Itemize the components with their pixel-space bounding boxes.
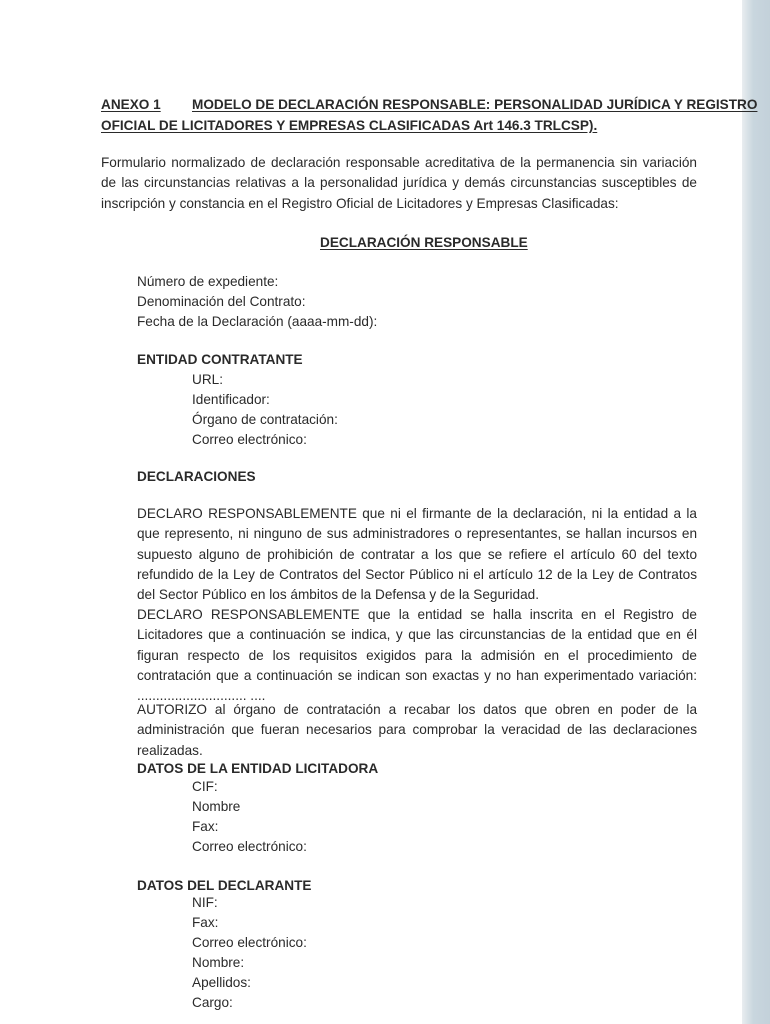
- field-correo-entidad: Correo electrónico:: [192, 839, 307, 854]
- field-denominacion: Denominación del Contrato:: [137, 294, 306, 309]
- field-expediente: Número de expediente:: [137, 274, 279, 289]
- heading-entidad-licitadora: DATOS DE LA ENTIDAD LICITADORA: [137, 761, 379, 776]
- field-correo-declarante: Correo electrónico:: [192, 935, 307, 950]
- field-fax-entidad: Fax:: [192, 819, 219, 834]
- field-cargo: Cargo:: [192, 995, 233, 1010]
- field-url: URL:: [192, 372, 223, 387]
- field-identificador: Identificador:: [192, 392, 270, 407]
- field-organo: Órgano de contratación:: [192, 412, 338, 427]
- heading-declaraciones: DECLARACIONES: [137, 469, 256, 484]
- field-correo-contratante: Correo electrónico:: [192, 432, 307, 447]
- field-fax-declarante: Fax:: [192, 915, 219, 930]
- section-title: DECLARACIÓN RESPONSABLE: [320, 235, 528, 250]
- field-cif: CIF:: [192, 779, 218, 794]
- scan-edge-band: [742, 0, 770, 1024]
- autorizacion-paragraph: AUTORIZO al órgano de contratación a recabar los datos que obren en poder de la administración que fueran necesarios para comprobar la veracidad de las declaraciones realizadas.: [137, 702, 697, 758]
- document-title-line1: MODELO DE DECLARACIÓN RESPONSABLE: PERSONALIDAD JURÍDICA Y REGISTRO: [192, 97, 758, 112]
- declaracion-paragraph-1: DECLARO RESPONSABLEMENTE que ni el firmante de la declaración, ni la entidad a la que represento, ni ninguno de sus administradores o representantes, se hallan incursos en supuesto alguno de prohibición de contratar a los que se refiere el artículo 60 del texto refundido de la Ley de Contratos del Sector Público ni el artículo 12 de la Ley de Contratos del Sector Público en los ámbitos de la Defensa y de la Seguridad.: [137, 506, 697, 603]
- field-apellidos: Apellidos:: [192, 975, 251, 990]
- heading-entidad-contratante: ENTIDAD CONTRATANTE: [137, 352, 303, 367]
- field-nombre-entidad: Nombre: [192, 799, 241, 814]
- intro-paragraph: Formulario normalizado de declaración responsable acreditativa de la permanencia sin variación de las circunstancias relativas a la personalidad jurídica y demás circunstancias susceptibles de inscripción y constancia en el Registro Oficial de Licitadores y Empresas Clasificadas:: [101, 155, 697, 211]
- annex-label: ANEXO 1: [101, 97, 161, 112]
- field-nif: NIF:: [192, 895, 218, 910]
- field-fecha: Fecha de la Declaración (aaaa-mm-dd):: [137, 314, 378, 329]
- heading-declarante: DATOS DEL DECLARANTE: [137, 878, 312, 893]
- field-nombre-declarante: Nombre:: [192, 955, 245, 970]
- document-title-line2: OFICIAL DE LICITADORES Y EMPRESAS CLASIFICADAS Art 146.3 TRLCSP).: [101, 118, 598, 133]
- declaracion-paragraph-2: DECLARO RESPONSABLEMENTE que la entidad se halla inscrita en el Registro de Licitadores que a continuación se indica, y que las circunstancias de la entidad que en él figuran respecto de los requisitos exigidos para la admisión en el procedimiento de contratación que a continuación se indican son exactas y no han experimentado variación: ............................. ....: [137, 607, 697, 704]
